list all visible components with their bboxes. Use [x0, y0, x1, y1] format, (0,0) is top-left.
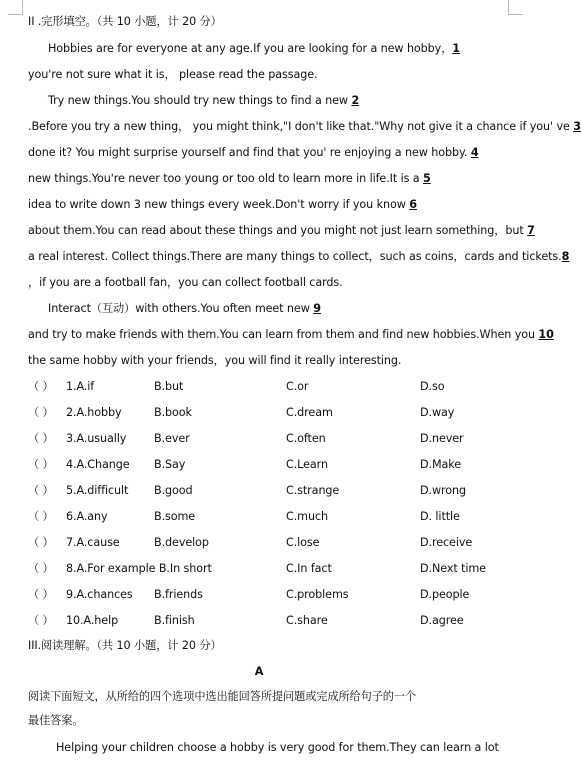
instruction-line: 阅读下面短文，从所给的四个选项中选出能回答所提问题或完成所给句子的一个 [28, 690, 417, 703]
answer-paren[interactable]: （ ） [28, 432, 54, 445]
passage-line: and try to make friends with them.You can learn from them and find new hobbies.When you 10 [28, 328, 554, 341]
answer-paren[interactable]: （ ） [28, 614, 54, 627]
passage-line: Try new things.You should try new things to find a new 2 [48, 94, 360, 107]
answer-paren[interactable]: （ ） [28, 536, 54, 549]
answer-paren[interactable]: （ ） [28, 380, 54, 393]
blank-2: 2 [351, 94, 360, 107]
answer-paren[interactable]: （ ） [28, 406, 54, 419]
blank-10: 10 [538, 328, 554, 341]
passage-line: new things.You're never too young or too old to learn more in life.It is a 5 [28, 172, 431, 185]
section-3-title: III.阅读理解。（共 10 小题，计 20 分） [28, 639, 222, 652]
passage-line: idea to write down 3 new things every week.Don't worry if you know 6 [28, 198, 417, 211]
passage-line: about them.You can read about these things and you might not just learn something，but 7 [28, 224, 535, 237]
passage-line: Helping your children choose a hobby is very good for them.They can learn a lot [56, 741, 499, 754]
blank-5: 5 [423, 172, 431, 185]
answer-paren[interactable]: （ ） [28, 458, 54, 471]
instruction-line: 最佳答案。 [28, 714, 84, 727]
passage-line: Hobbies are for everyone at any age.If you are looking for a new hobby，1 [48, 42, 460, 55]
answer-paren[interactable]: （ ） [28, 562, 54, 575]
passage-line: done it? You might surprise yourself and find that you' re enjoying a new hobby. 4 [28, 146, 479, 159]
blank-3: 3 [573, 120, 581, 133]
passage-line: .Before you try a new thing， you might think,"I don't like that."Why not give it a chance if you' ve 3 [28, 120, 581, 133]
blank-8: 8 [561, 250, 570, 263]
blank-4: 4 [470, 146, 479, 159]
blank-9: 9 [313, 302, 321, 315]
passage-line: a real interest. Collect things.There are many things to collect，such as coins，cards and tickets.8 [28, 250, 570, 263]
blank-1: 1 [452, 42, 460, 55]
answer-paren[interactable]: （ ） [28, 510, 54, 523]
section-2-title: II .完形填空。（共 10 小题，计 20 分） [28, 15, 222, 28]
passage-line: the same hobby with your friends，you will find it really interesting. [28, 354, 402, 367]
answer-paren[interactable]: （ ） [28, 588, 54, 601]
page-corner-mark-right [508, 0, 523, 15]
part-heading: A [254, 665, 264, 678]
passage-line: Interact（互动）with others.You often meet new 9 [48, 302, 321, 315]
passage-line: ，if you are a football fan，you can collect football cards. [28, 276, 343, 289]
page-corner-mark-left [8, 0, 23, 15]
blank-6: 6 [409, 198, 417, 211]
passage-line: you're not sure what it is， please read the passage. [28, 68, 318, 81]
blank-7: 7 [527, 224, 535, 237]
answer-paren[interactable]: （ ） [28, 484, 54, 497]
